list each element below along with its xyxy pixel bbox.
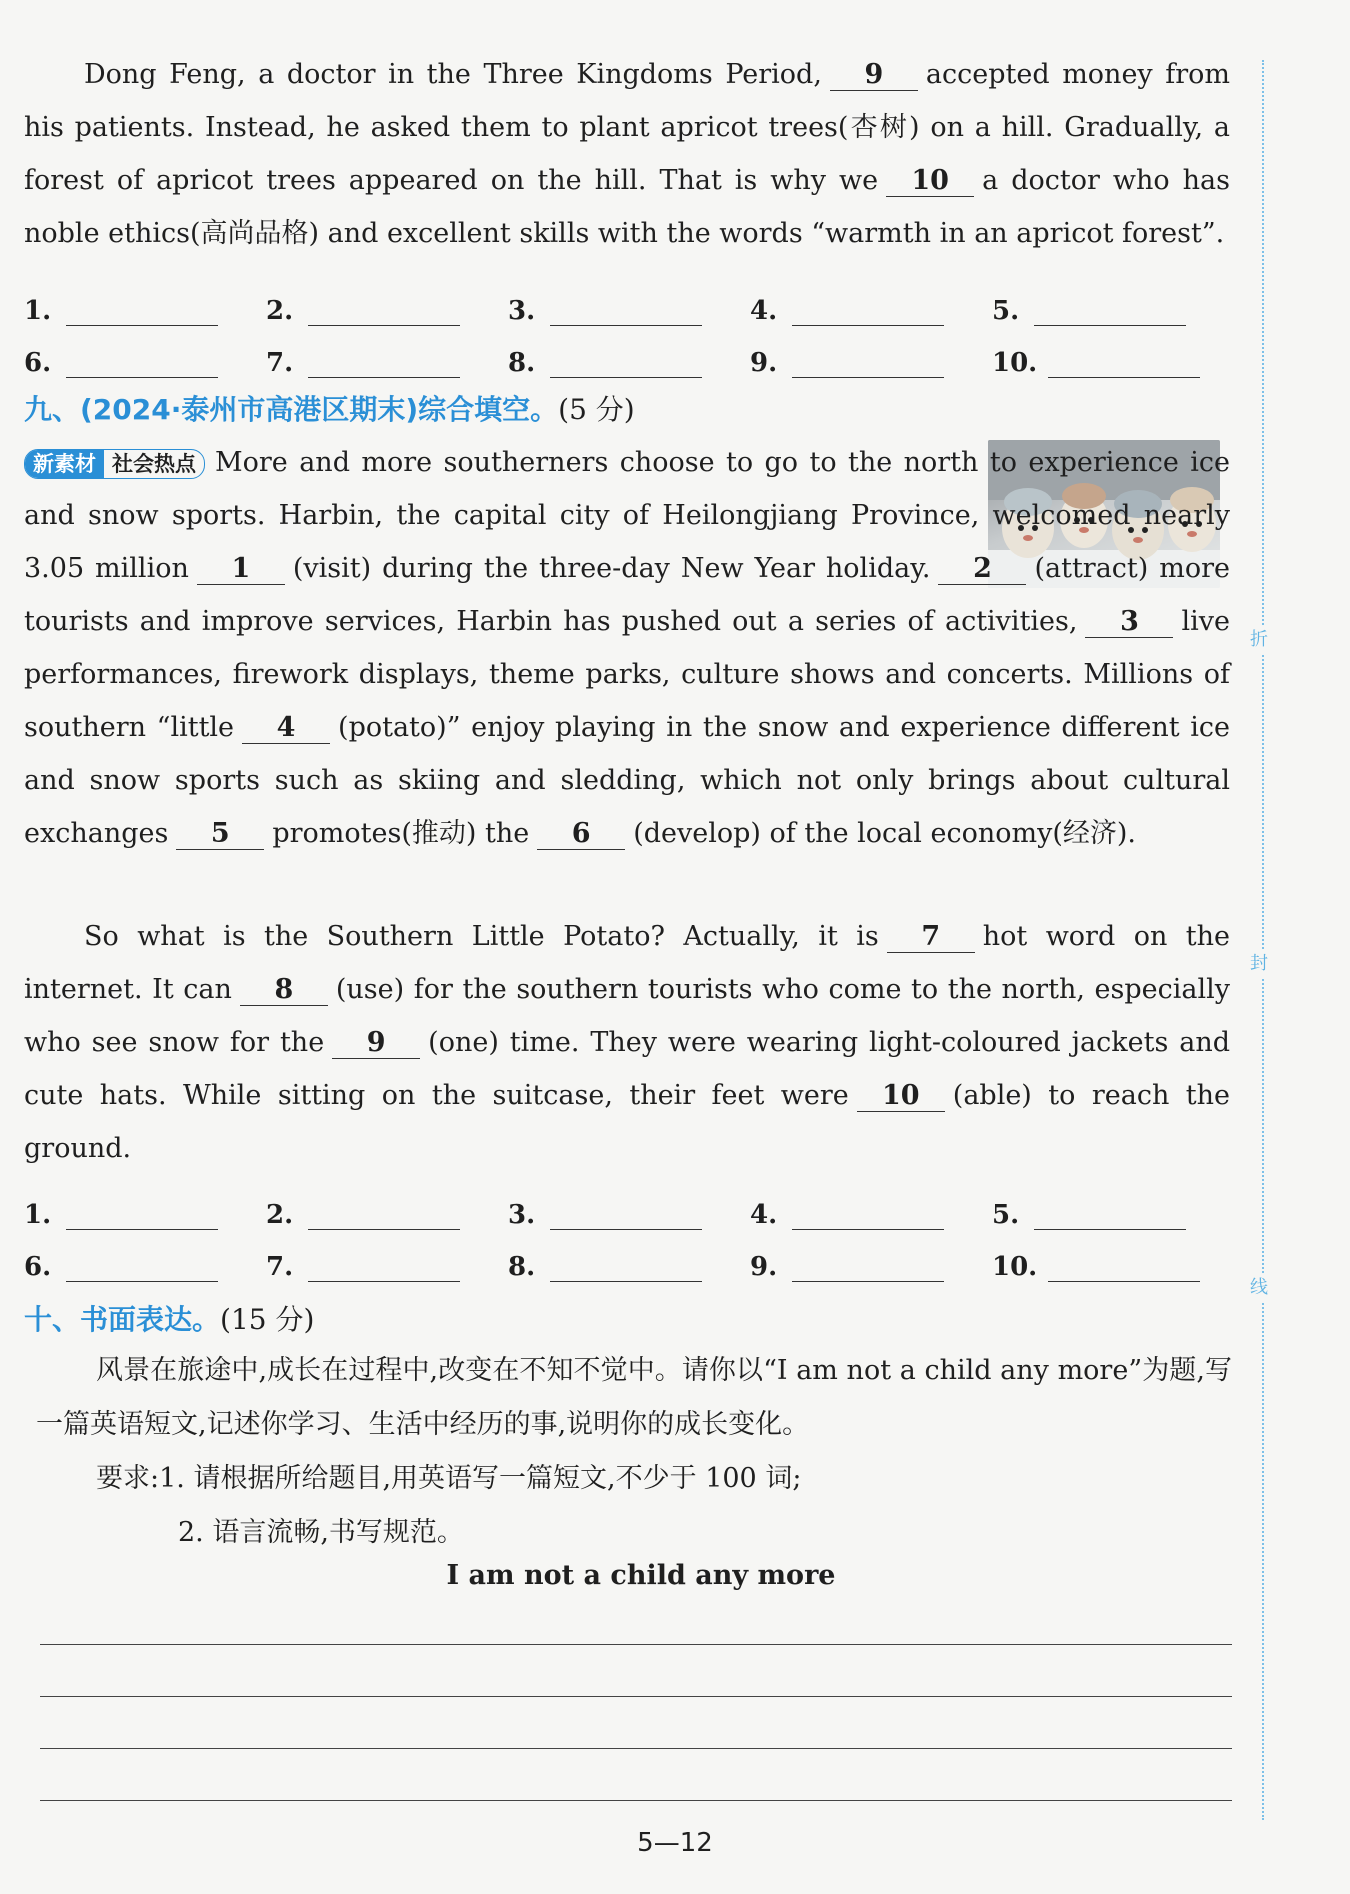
- passage-text: (visit) during the three-day New Year holiday.: [292, 553, 931, 584]
- answer-slot[interactable]: [266, 1186, 508, 1230]
- answer-slot[interactable]: [24, 1238, 266, 1282]
- reading-passage: [24, 48, 1230, 260]
- blank-4[interactable]: 4: [242, 713, 330, 744]
- answer-row-top-2: [24, 334, 1234, 378]
- answer-number: 9.: [750, 1252, 778, 1282]
- blank-5[interactable]: 5: [176, 819, 264, 850]
- requirement-1: 1. 请根据所给题目,用英语写一篇短文,不少于 100 词;: [159, 1463, 802, 1494]
- passage-text: a doctor who has noble ethics(高尚品格) and excellent skills with the words “warmth in an apricot forest”.: [24, 165, 1230, 249]
- answer-slot[interactable]: [750, 1238, 992, 1282]
- answer-number: 4.: [750, 1200, 778, 1230]
- answer-slot[interactable]: [508, 1186, 750, 1230]
- answer-slot[interactable]: [750, 282, 992, 326]
- section-9-score: (5 分): [558, 393, 635, 426]
- blank-2[interactable]: 2: [938, 554, 1026, 585]
- passage-text: (attract) more tourists and improve services, Harbin has pushed out a series of activities,: [24, 553, 1230, 637]
- tag-sub: 社会热点: [112, 451, 196, 476]
- answer-slot[interactable]: [508, 334, 750, 378]
- answer-number: 9.: [750, 348, 778, 378]
- writing-line[interactable]: [40, 1696, 1232, 1697]
- section-9-title: 九、(2024·泰州市高港区期末)综合填空。: [24, 393, 559, 426]
- essay-title: I am not a child any more: [446, 1560, 836, 1591]
- blank-8[interactable]: 8: [240, 975, 328, 1006]
- answer-slot[interactable]: [508, 282, 750, 326]
- answer-number: 10.: [992, 1252, 1038, 1282]
- answer-slot[interactable]: [508, 1238, 750, 1282]
- requirements-label: 要求:: [96, 1463, 160, 1494]
- requirements: [96, 1452, 801, 1506]
- answer-number: 2.: [266, 1200, 294, 1230]
- answer-number: 6.: [24, 1252, 52, 1282]
- answer-number: 8.: [508, 1252, 536, 1282]
- answer-slot[interactable]: [992, 334, 1234, 378]
- answer-number: 10.: [992, 348, 1038, 378]
- answer-number: 4.: [750, 296, 778, 326]
- answer-number: 1.: [24, 1200, 52, 1230]
- answer-number: 2.: [266, 296, 294, 326]
- blank-10[interactable]: 10: [857, 1081, 945, 1112]
- passage-text: More and more southerners choose to go to the north to experience ice and snow sports. Harbin, the capital city of Heilongjiang Province, welcomed nearly 3.05 million: [24, 447, 1230, 584]
- blank-7[interactable]: 7: [887, 922, 975, 953]
- writing-line[interactable]: [40, 1748, 1232, 1749]
- answer-row-top-1: [24, 282, 1234, 326]
- answer-number: 5.: [992, 296, 1020, 326]
- answer-number: 5.: [992, 1200, 1020, 1230]
- passage-text: (potato)” enjoy playing in the snow and experience different ice and snow sports such as skiing and sledding, which not only brings about cultural exchanges: [24, 712, 1230, 849]
- answer-slot[interactable]: [750, 1186, 992, 1230]
- section-10-score: (15 分): [220, 1303, 315, 1336]
- blank-3[interactable]: 3: [1085, 607, 1173, 638]
- writing-line[interactable]: [40, 1800, 1232, 1801]
- requirement-2: 2. 语言流畅,书写规范。: [178, 1517, 464, 1548]
- writing-prompt: 风景在旅途中,成长在过程中,改变在不知不觉中。请你以“I am not a child any more”为题,写一篇英语短文,记述你学习、生活中经历的事,说明你的成长变化。: [36, 1355, 1232, 1440]
- section-9-heading: [24, 388, 635, 428]
- blank-10[interactable]: 10: [886, 166, 974, 197]
- cut-mark-seal: 封: [1244, 950, 1274, 978]
- passage-text: So what is the Southern Little Potato? Actually, it is: [84, 921, 879, 952]
- answer-slot[interactable]: [992, 282, 1234, 326]
- answer-number: 3.: [508, 1200, 536, 1230]
- section-10-heading: [24, 1298, 314, 1338]
- writing-line[interactable]: [40, 1644, 1232, 1645]
- answer-row-mid-1: [24, 1186, 1234, 1230]
- passage-text: promotes(推动) the: [272, 818, 530, 849]
- passage-text: Dong Feng, a doctor in the Three Kingdoms Period,: [84, 59, 822, 90]
- answer-number: 3.: [508, 296, 536, 326]
- blank-9[interactable]: 9: [830, 60, 918, 91]
- answer-slot[interactable]: [992, 1186, 1234, 1230]
- answer-slot[interactable]: [24, 282, 266, 326]
- passage-text: live performances, firework displays, theme parks, culture shows and concerts. Millions of southern “little: [24, 606, 1230, 743]
- passage-text: accepted money from his patients. Instead, he asked them to plant apricot trees(杏树) on a hill. Gradually, a forest of apricot trees appeared on the hill. That is why we: [24, 59, 1230, 196]
- blank-1[interactable]: 1: [197, 554, 285, 585]
- answer-slot[interactable]: [24, 334, 266, 378]
- new-material-tag: [24, 449, 205, 479]
- answer-number: 7.: [266, 348, 294, 378]
- answer-slot[interactable]: [266, 282, 508, 326]
- cut-mark-fold: 折: [1244, 626, 1274, 654]
- answer-number: 6.: [24, 348, 52, 378]
- passage-text: (use) for the southern tourists who come to the north, especially who see snow for the: [24, 974, 1230, 1058]
- answer-slot[interactable]: [750, 334, 992, 378]
- blank-9[interactable]: 9: [332, 1028, 420, 1059]
- tag-main: 新素材: [25, 450, 104, 478]
- section-9-paragraph-2: [24, 910, 1230, 1175]
- answer-number: 7.: [266, 1252, 294, 1282]
- answer-slot[interactable]: [266, 334, 508, 378]
- passage-text: (able) to reach the ground.: [24, 1080, 1230, 1164]
- passage-text: (one) time. They were wearing light-coloured jackets and cute hats. While sitting on the suitcase, their feet were: [24, 1027, 1230, 1111]
- section-9-paragraph-1: [24, 436, 1230, 860]
- passage-text: (develop) of the local economy(经济).: [633, 818, 1136, 849]
- answer-number: 8.: [508, 348, 536, 378]
- answer-slot[interactable]: [266, 1238, 508, 1282]
- page-number: 5—12: [637, 1828, 713, 1858]
- answer-row-mid-2: [24, 1238, 1234, 1282]
- section-10-title: 十、书面表达。: [24, 1303, 221, 1336]
- blank-6[interactable]: 6: [537, 819, 625, 850]
- cut-mark-line: 线: [1244, 1274, 1274, 1302]
- binding-cut-line: [1262, 60, 1264, 1820]
- answer-number: 1.: [24, 296, 52, 326]
- passage-text: hot word on the internet. It can: [24, 921, 1230, 1005]
- answer-slot[interactable]: [24, 1186, 266, 1230]
- answer-slot[interactable]: [992, 1238, 1234, 1282]
